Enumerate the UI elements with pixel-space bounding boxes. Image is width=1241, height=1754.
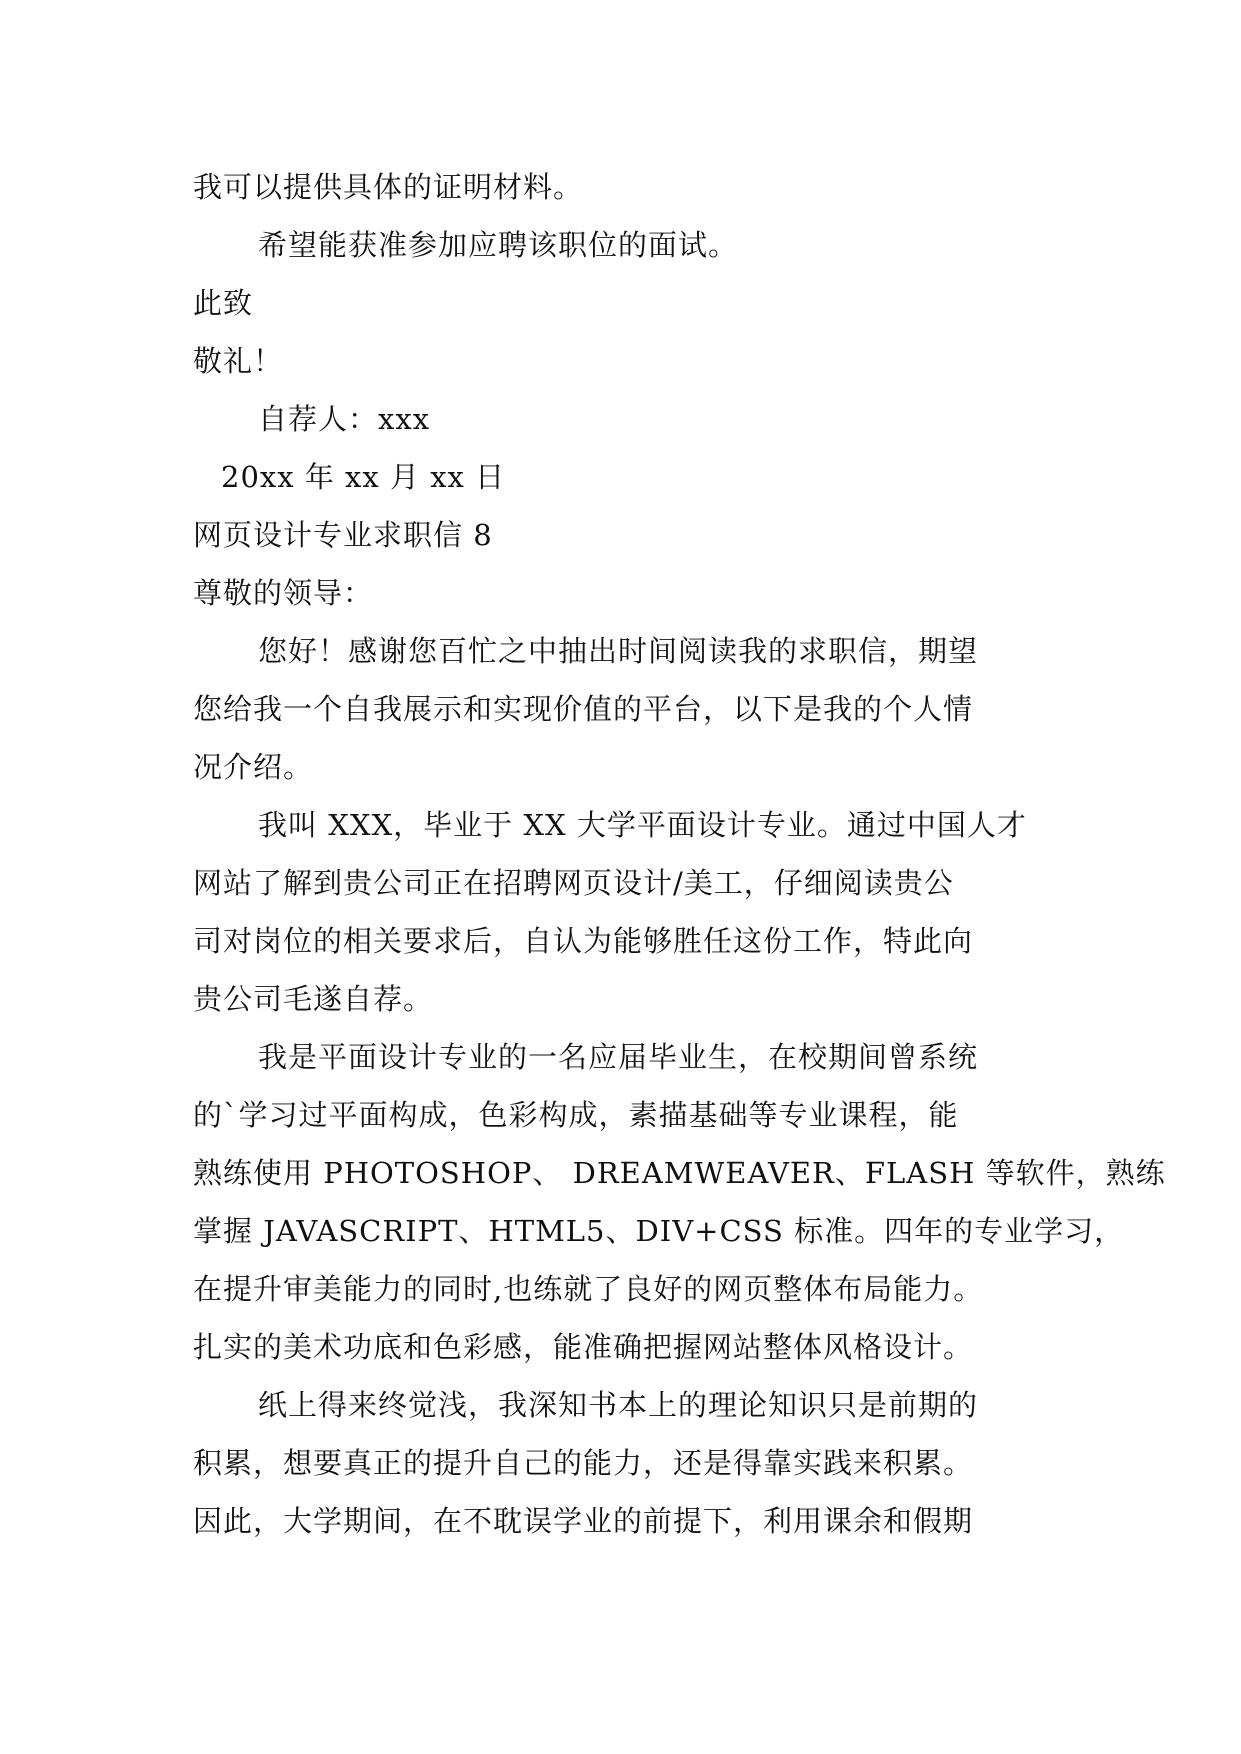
closing-respect: 敬礼！ <box>193 344 284 378</box>
paragraph-skills-line: 我是平面设计专业的一名应届毕业生，在校期间曾系统 <box>258 1040 979 1074</box>
paragraph-practice-line: 因此，大学期间，在不耽误学业的前提下，利用课余和假期 <box>193 1504 974 1538</box>
section-title: 网页设计专业求职信 8 <box>193 518 493 552</box>
greeting: 尊敬的领导： <box>193 576 374 610</box>
paragraph-self-line: 网站了解到贵公司正在招聘网页设计/美工，仔细阅读贵公 <box>193 866 954 900</box>
paragraph-skills-line: 在提升审美能力的同时,也练就了良好的网页整体布局能力。 <box>193 1272 984 1306</box>
paragraph-self-line: 贵公司毛遂自荐。 <box>193 982 434 1016</box>
paragraph-skills-line: 掌握 JAVASCRIPT、HTML5、DIV+CSS 标准。四年的专业学习， <box>193 1214 1125 1248</box>
text-line-proof-materials: 我可以提供具体的证明材料。 <box>193 170 584 204</box>
paragraph-intro-line: 您给我一个自我展示和实现价值的平台，以下是我的个人情 <box>193 692 974 726</box>
closing-salutation: 此致 <box>193 286 254 320</box>
paragraph-self-line: 司对岗位的相关要求后，自认为能够胜任这份工作，特此向 <box>193 924 974 958</box>
paragraph-intro-line: 您好！感谢您百忙之中抽出时间阅读我的求职信，期望 <box>258 634 979 668</box>
signature-line: 自荐人：xxx <box>258 402 431 436</box>
paragraph-practice-line: 纸上得来终觉浅，我深知书本上的理论知识只是前期的 <box>258 1388 979 1422</box>
paragraph-practice-line: 积累，想要真正的提升自己的能力，还是得靠实践来积累。 <box>193 1446 974 1480</box>
text-line-interview-hope: 希望能获准参加应聘该职位的面试。 <box>258 228 739 262</box>
paragraph-self-line: 我叫 XXX，毕业于 XX 大学平面设计专业。通过中国人才 <box>258 808 1027 842</box>
paragraph-skills-line: 的`学习过平面构成，色彩构成，素描基础等专业课程，能 <box>193 1098 959 1132</box>
date-line: 20xx 年 xx 月 xx 日 <box>221 460 506 494</box>
paragraph-skills-line: 熟练使用 PHOTOSHOP、 DREAMWEAVER、FLASH 等软件，熟练 <box>193 1156 1166 1190</box>
paragraph-intro-line: 况介绍。 <box>193 750 314 784</box>
paragraph-skills-line: 扎实的美术功底和色彩感，能准确把握网站整体风格设计。 <box>193 1330 974 1364</box>
